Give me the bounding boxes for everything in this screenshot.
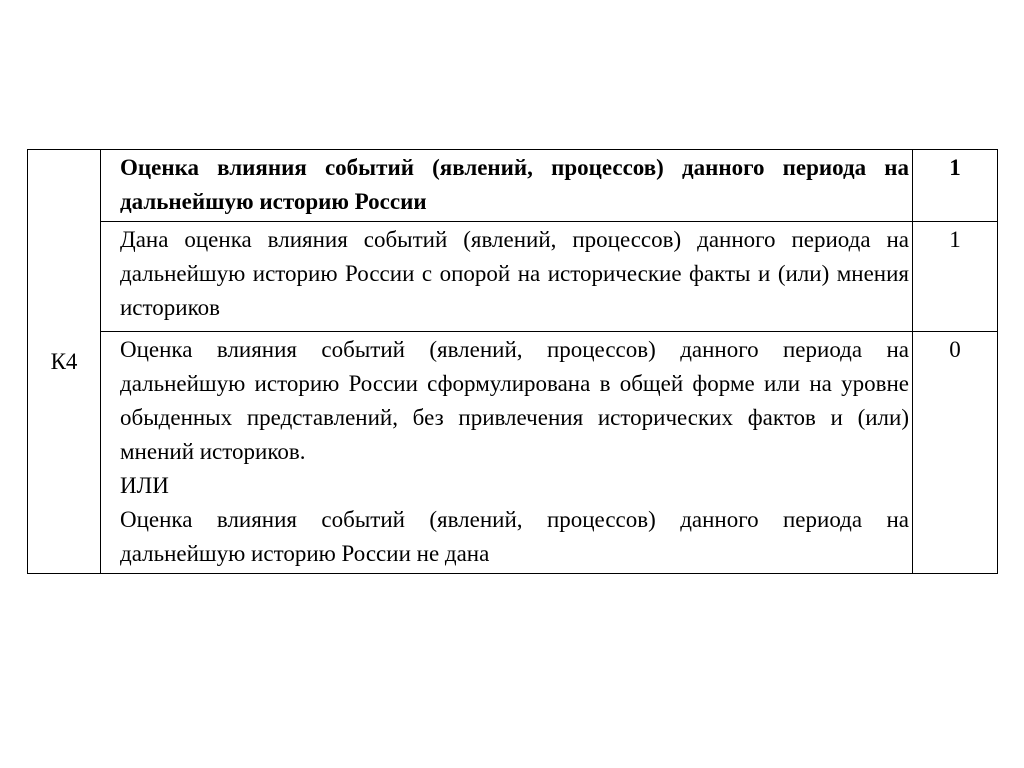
score-row-0-or-label: ИЛИ [120, 473, 169, 498]
score-row-1-points: 1 [913, 222, 998, 332]
score-row-0-text-part2: Оценка влияния событий (явлений, процессов) данного периода на дальнейшую историю России не дана [120, 507, 909, 566]
score-row-0-text-part1: Оценка влияния событий (явлений, процессов) данного периода на дальнейшую историю России сформулирована в общей форме или на уровне обыденных представлений, без привлечения исторических фактов и (или) мнений историков. [120, 337, 909, 464]
score-row-1-description: Дана оценка влияния событий (явлений, процессов) данного периода на дальнейшую историю России с опорой на исторические факты и (или) мнения историков [101, 222, 913, 332]
criteria-table [27, 149, 998, 574]
score-row-0-description [101, 332, 913, 574]
criterion-max-score: 1 [913, 150, 998, 222]
criterion-header-row [28, 150, 998, 222]
score-row-0-points: 0 [913, 332, 998, 574]
score-row-1 [28, 222, 998, 332]
criterion-title: Оценка влияния событий (явлений, процессов) данного периода на дальнейшую историю России [101, 150, 913, 222]
score-row-0 [28, 332, 998, 574]
criterion-code: К4 [28, 150, 101, 574]
